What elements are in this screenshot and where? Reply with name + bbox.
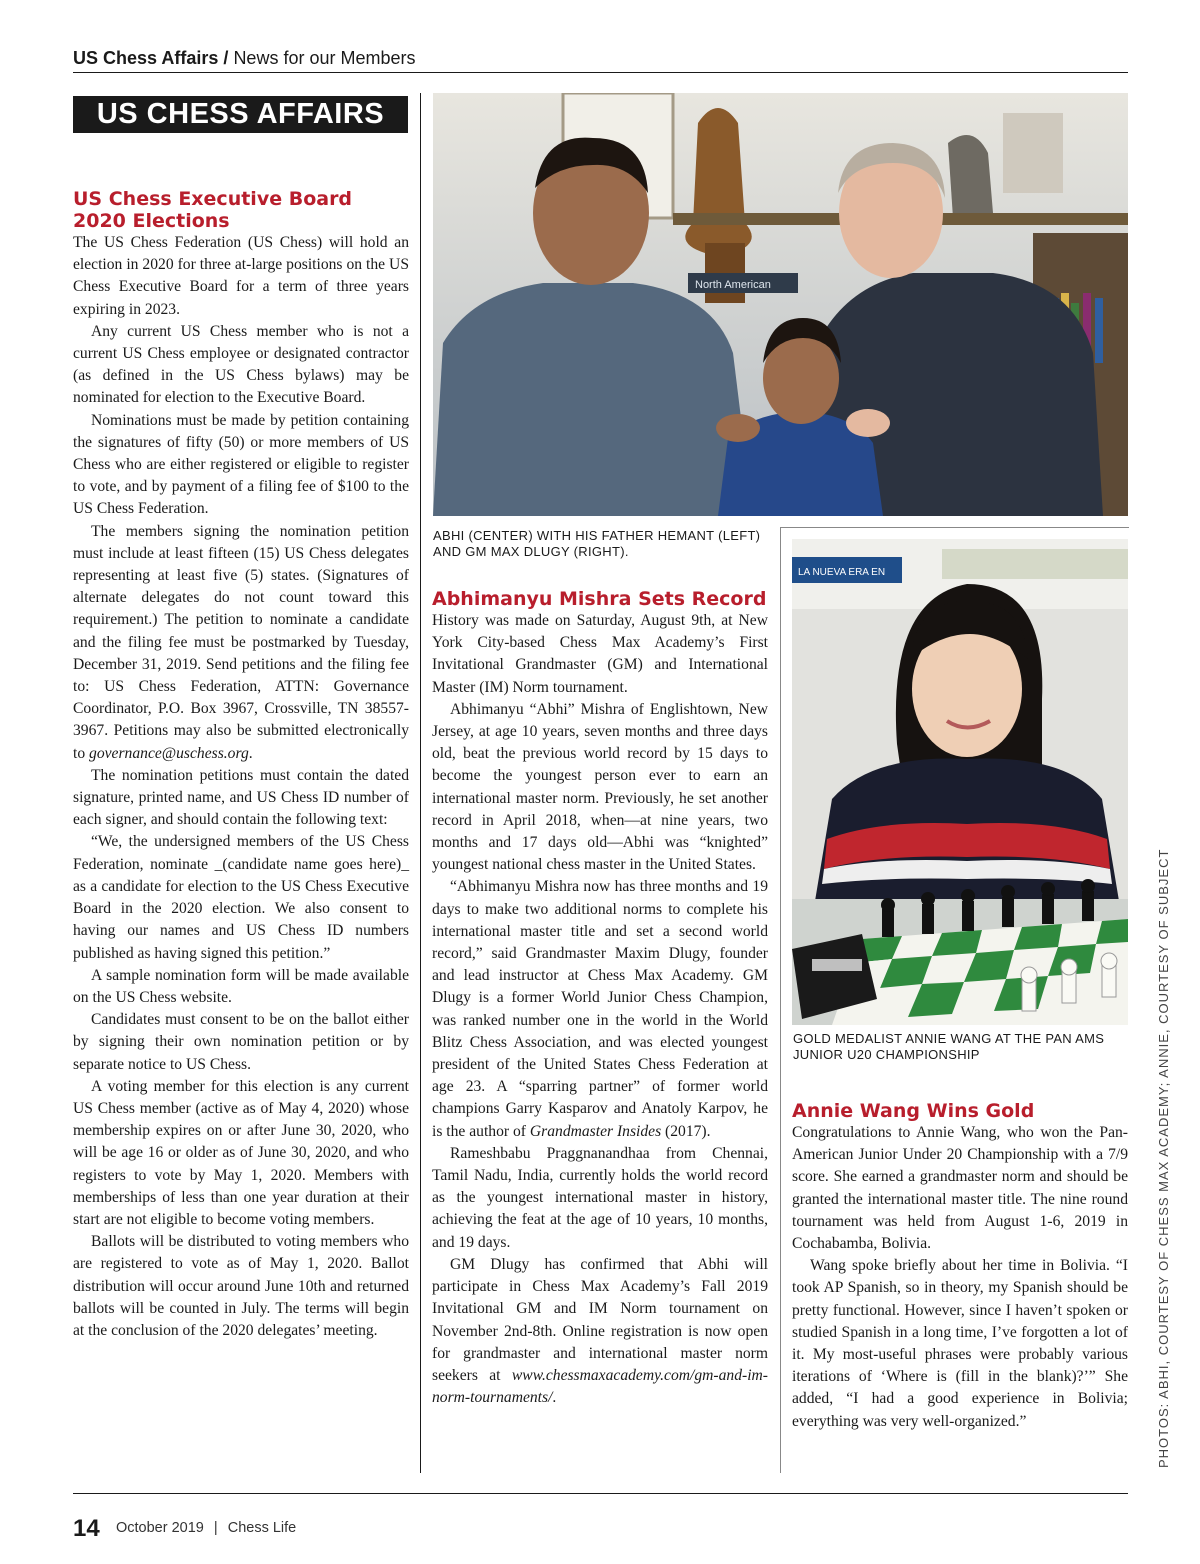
- paragraph: The US Chess Federation (US Chess) will hold an election in 2020 for three at-large positions on the US Chess Executive Board for a term of three years expiring in 2023.: [73, 234, 409, 318]
- footer-magazine: Chess Life: [227, 1520, 297, 1536]
- footer-divider: |: [213, 1520, 218, 1536]
- photo-annie-wang: [792, 539, 1128, 1025]
- photo-abhi-group-illustration: [433, 93, 1128, 516]
- article-headline: US Chess Executive Board 2020 Elections: [73, 188, 353, 232]
- column-divider-left: [420, 93, 421, 1473]
- running-header: [73, 48, 416, 69]
- article-elections: [73, 188, 409, 1342]
- photo-abhi-caption: ABHI (CENTER) WITH HIS FATHER HEMANT (LEFT) AND GM MAX DLUGY (RIGHT).: [433, 528, 761, 559]
- paragraph: A sample nomination form will be made available on the US Chess website.: [73, 966, 409, 1006]
- photo-sign-text: North American: [695, 279, 771, 291]
- paragraph: [432, 1254, 768, 1409]
- article-body: [73, 232, 409, 1342]
- registration-link[interactable]: www.chessmaxacademy.com/gm-and-im-norm-tournaments/: [432, 1366, 768, 1407]
- article-headline: Abhimanyu Mishra Sets Record: [432, 588, 767, 610]
- paragraph: History was made on Saturday, August 9th, at New York City-based Chess Max Academy’s First Invitational Grandmaster (GM) and International Master (IM) Norm tournament.: [432, 612, 768, 696]
- photo-abhi-group: [433, 93, 1128, 516]
- section-banner: US CHESS AFFAIRS: [73, 96, 408, 133]
- paragraph: “We, the undersigned members of the US Chess Federation, nominate _(candidate name goes here)_ as a candidate for election to the US Chess Executive Board in the 2020 election. We also consent to having our names and US Chess ID numbers published as having signed this petition.”: [73, 833, 409, 962]
- email-suffix: .: [248, 744, 253, 762]
- header-subtitle: News for our Members: [233, 48, 416, 68]
- footer-date: October 2019: [116, 1520, 204, 1536]
- paragraph-text: The members signing the nomination petition must include at least fifteen (15) US Chess delegates representing at least five (5) states. (Signatures of alternate delegates do not count toward this requirement.) The petition to nominate a candidate and the filing fee must be postmarked by Tuesday, December 31, 2019. Send petitions and the filing fee to: US Chess Federation, ATTN: Governance Coordinator, P.O. Box 3967, Crossville, TN 38557-3967. Petitions may also be submitted electronically to: [73, 522, 409, 762]
- page-number: 14: [73, 1515, 100, 1542]
- paragraph: Congratulations to Annie Wang, who won the Pan-American Junior Under 20 Championship with a 7/9 score. She earned a grandmaster norm and should be granted the international master title. The nine round tournament was held from August 1-6, 2019 in Cochabamba, Bolivia.: [792, 1124, 1128, 1253]
- header-rule: [73, 72, 1128, 73]
- header-separator: /: [223, 48, 229, 68]
- footer-rule: [73, 1493, 1128, 1494]
- article-mishra: [432, 588, 768, 1409]
- paragraph: The nomination petitions must contain the dated signature, printed name, and US Chess ID number of each signer, and should contain the following text:: [73, 766, 409, 829]
- photo-banner-text: LA NUEVA ERA EN: [798, 567, 886, 578]
- paragraph: A voting member for this election is any current US Chess member (active as of May 4, 2020) whose membership expires on or after June 30, 2020, who will be age 16 or older as of June 30, 2020, and who registers to vote by May 1, 2020. Members with memberships of less than one year duration at their start are not eligible to become voting members.: [73, 1077, 409, 1228]
- article-body: [792, 1122, 1128, 1433]
- article-headline: Annie Wang Wins Gold: [792, 1100, 1035, 1122]
- photo-wang-caption: GOLD MEDALIST ANNIE WANG AT THE PAN AMS JUNIOR U20 CHAMPIONSHIP: [793, 1031, 1105, 1062]
- column-divider-right: [780, 1068, 781, 1473]
- photo-credit: PHOTOS: ABHI, COURTESY OF CHESS MAX ACADEMY; ANNIE, COURTESY OF SUBJECT: [1156, 848, 1171, 1468]
- paragraph: [432, 876, 768, 1142]
- article-wang: [792, 1100, 1128, 1433]
- paragraph: Candidates must consent to be on the ballot either by signing their own nomination petition or by separate notice to US Chess.: [73, 1011, 409, 1073]
- email-link[interactable]: governance@uschess.org: [89, 744, 249, 762]
- footer-issue: [116, 1520, 296, 1536]
- paragraph: Wang spoke briefly about her time in Bolivia. “I took AP Spanish, so in theory, my Spanish should be pretty functional. However, since I haven’t spoken or studied Spanish in a long time, I’ve forgotten a lot of it. My most-useful phrases were probably various iterations of ‘Where is (fill in the blank)?’” She added, “I had a good experience in Bolivia; everything was very well-organized.”: [792, 1257, 1128, 1430]
- url-suffix: .: [552, 1389, 557, 1407]
- header-section: US Chess Affairs: [73, 48, 219, 68]
- paragraph-text: GM Dlugy has confirmed that Abhi will participate in Chess Max Academy’s Fall 2019 Invitational GM and IM Norm tournament on November 2nd-8th. Online registration is now open for grandmaster and international master norm seekers at: [432, 1255, 768, 1384]
- paragraph: Abhimanyu “Abhi” Mishra of Englishtown, New Jersey, at age 10 years, seven months and three days old, beat the previous world record by 15 days to become the youngest person ever to earn an international master norm. Previously, he set another record in April 2018, when—at nine years, two months and 17 days old—Abhi was “knighted” youngest national chess master in the United States.: [432, 700, 768, 874]
- paragraph: [73, 521, 409, 765]
- article-body: [432, 610, 768, 1409]
- photo-annie-wang-illustration: [792, 539, 1128, 1025]
- book-title: Grandmaster Insides: [529, 1122, 662, 1140]
- paragraph: Nominations must be made by petition containing the signatures of fifty (50) or more members of US Chess who are either registered or eligible to register to vote, and by payment of a filing fee of $100 to the US Chess Federation.: [73, 411, 409, 518]
- paragraph: Ballots will be distributed to voting members who are registered to vote as of May 1, 2020. Ballot distribution will occur around June 10th and returned ballots will be counted in July. The terms will begin at the conclusion of the 2020 delegates’ meeting.: [73, 1233, 409, 1339]
- paragraph: Rameshbabu Praggnanandhaa from Chennai, Tamil Nadu, India, currently holds the world record as the youngest international master in history, achieving the feat at the age of 10 years, 10 months, and 19 days.: [432, 1144, 768, 1251]
- book-suffix: (2017).: [661, 1122, 711, 1140]
- paragraph-text: “Abhimanyu Mishra now has three months and 19 days to make two additional norms to complete his international master title and set a second world record,” said Grandmaster Maxim Dlugy, founder and lead instructor at Chess Max Academy. GM Dlugy is a former World Junior Chess Champion, was ranked number one in the world in the World Blitz Chess Association, and was elected youngest president of the United States Chess Federation at age 23. A “sparring partner” of former world champions Garry Kasparov and Anatoly Karpov, he is the author of: [432, 878, 768, 1140]
- paragraph: Any current US Chess member who is not a current US Chess employee or designated contractor (as defined in the US Chess bylaws) may be nominated for election to the Executive Board.: [73, 322, 409, 407]
